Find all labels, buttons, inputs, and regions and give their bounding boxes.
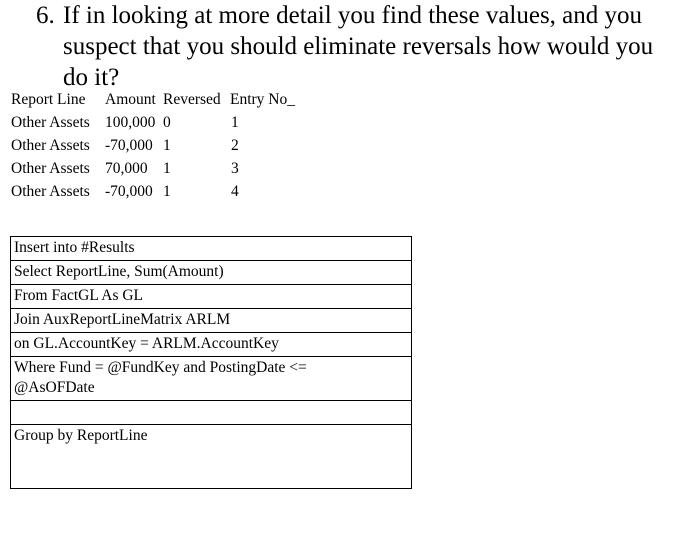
cell-report-line: Other Assets xyxy=(11,183,90,200)
question-number: 6. xyxy=(36,2,55,29)
cell-amount: 100,000 xyxy=(105,114,156,131)
header-reversed: Reversed xyxy=(163,91,221,108)
code-line: Group by ReportLine xyxy=(14,427,148,444)
cell-reversed: 0 xyxy=(163,114,171,131)
cell-reversed: 1 xyxy=(163,183,171,200)
code-line: Join AuxReportLineMatrix ARLM xyxy=(14,311,231,328)
cell-reversed: 1 xyxy=(163,137,171,154)
code-row xyxy=(11,425,411,488)
cell-amount: 70,000 xyxy=(105,160,148,177)
code-row xyxy=(11,333,411,357)
cell-report-line: Other Assets xyxy=(11,114,90,131)
cell-entry-no: 2 xyxy=(231,137,239,154)
cell-entry-no: 4 xyxy=(231,183,239,200)
question-line: suspect that you should eliminate reversals how would you xyxy=(63,33,654,60)
code-row-empty xyxy=(11,401,411,425)
code-row xyxy=(11,237,411,261)
header-report-line: Report Line xyxy=(11,91,86,108)
code-line: Where Fund = @FundKey and PostingDate <= xyxy=(14,359,307,376)
code-row xyxy=(11,309,411,333)
code-line: From FactGL As GL xyxy=(14,287,144,304)
cell-report-line: Other Assets xyxy=(11,137,90,154)
code-line: @AsOFDate xyxy=(14,379,95,396)
code-line: on GL.AccountKey = ARLM.AccountKey xyxy=(14,335,279,352)
question-line: If in looking at more detail you find these values, and you xyxy=(63,2,643,29)
question-text xyxy=(63,0,700,93)
sql-code-box xyxy=(10,236,412,489)
code-line: Select ReportLine, Sum(Amount) xyxy=(14,263,224,280)
question-line: do it? xyxy=(63,64,120,91)
code-row xyxy=(11,285,411,309)
cell-amount: -70,000 xyxy=(105,183,153,200)
code-row xyxy=(11,357,411,401)
code-line: Insert into #Results xyxy=(14,239,135,256)
header-entry-no: Entry No_ xyxy=(230,91,296,108)
header-amount: Amount xyxy=(105,91,156,108)
cell-reversed: 1 xyxy=(163,160,171,177)
cell-report-line: Other Assets xyxy=(11,160,90,177)
cell-amount: -70,000 xyxy=(105,137,153,154)
cell-entry-no: 1 xyxy=(231,114,239,131)
code-row xyxy=(11,261,411,285)
cell-entry-no: 3 xyxy=(231,160,239,177)
